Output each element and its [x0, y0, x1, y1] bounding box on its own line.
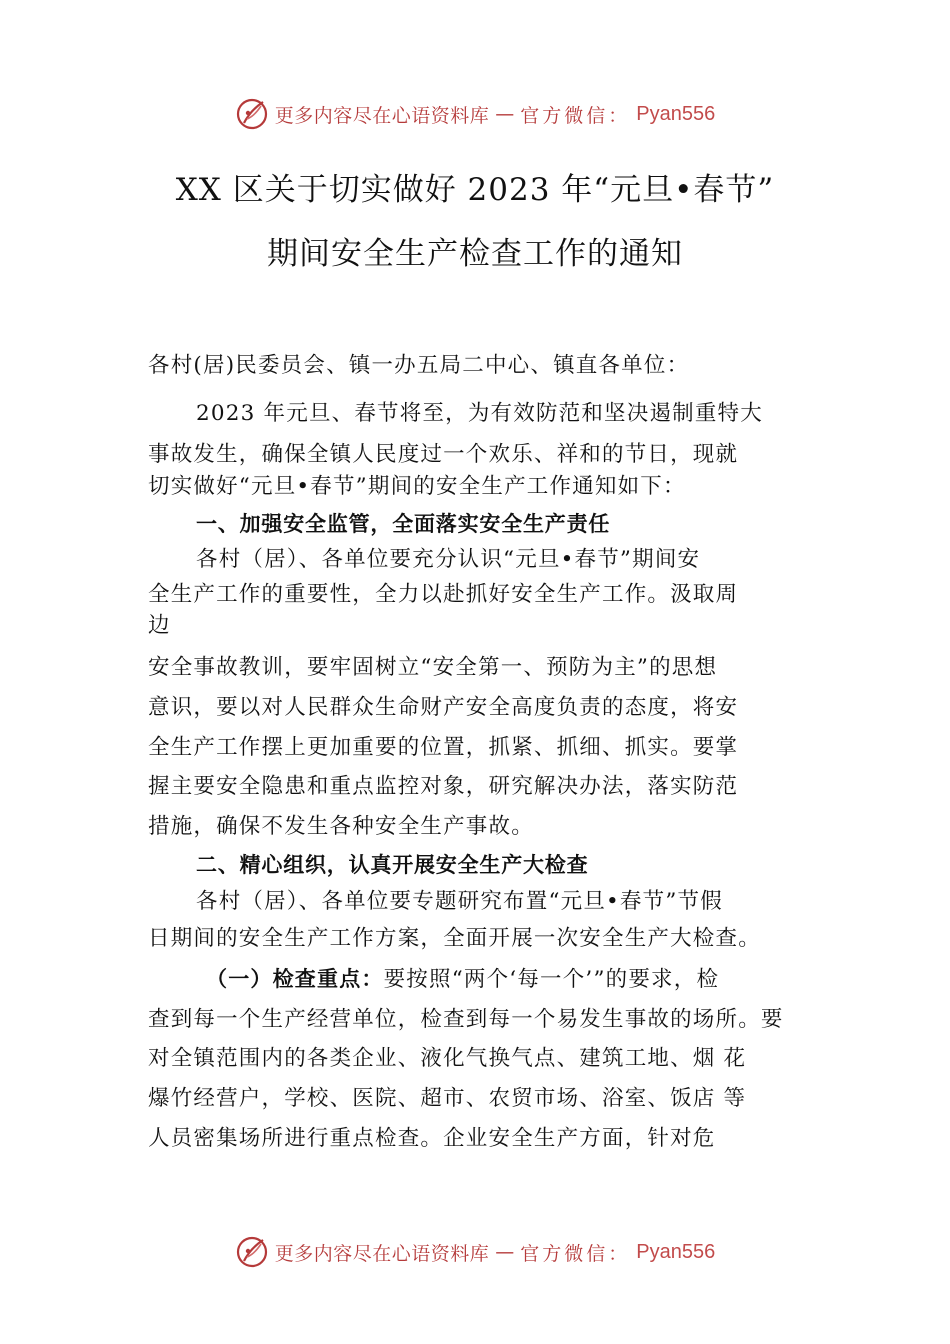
- banner-wechat-id: Pyan556: [636, 1240, 716, 1263]
- quill-logo-icon: [235, 97, 269, 131]
- banner-separator: —: [495, 1241, 515, 1263]
- section-1-heading: 一、加强安全监管，全面落实安全生产责任: [196, 512, 611, 536]
- document-title-line-2: 期间安全生产检查工作的通知: [267, 236, 683, 272]
- section-2-line: 日期间的安全生产工作方案，全面开展一次安全生产大检查。: [148, 926, 761, 951]
- banner-text: 更多内容尽在心语资料库: [274, 104, 490, 127]
- subsection-1-line: 爆竹经营户，学校、医院、超市、农贸市场、浴室、饭店 等: [148, 1086, 747, 1111]
- section-1-line: 措施，确保不发生各种安全生产事故。: [148, 814, 534, 839]
- section-2-line: 各村（居）、各单位要专题研究布置“元旦•春节”节假: [196, 889, 723, 914]
- section-1-line: 各村（居）、各单位要充分认识“元旦•春节”期间安: [196, 547, 701, 572]
- quill-logo-icon: [235, 1235, 269, 1269]
- section-1-line: 安全事故教训，要牢固树立“安全第一、预防为主”的思想: [148, 655, 718, 680]
- banner-text: 更多内容尽在心语资料库: [274, 1242, 490, 1265]
- intro-line: 事故发生，确保全镇人民度过一个欢乐、祥和的节日，现就: [148, 442, 739, 467]
- section-1-line: 握主要安全隐患和重点监控对象，研究解决办法，落实防范: [148, 774, 739, 799]
- subsection-1-line: 对全镇范围内的各类企业、液化气换气点、建筑工地、烟 花: [148, 1046, 747, 1071]
- salutation: 各村(居)民委员会、镇一办五局二中心、镇直各单位：: [148, 353, 690, 378]
- subsection-1-first-text: 要按照“两个‘每一个’”的要求，检: [383, 967, 720, 992]
- intro-line: 切实做好“元旦•春节”期间的安全生产工作通知如下：: [148, 474, 686, 499]
- subsection-1-lead: （一）检查重点：: [206, 967, 384, 991]
- section-2-heading: 二、精心组织，认真开展安全生产大检查: [196, 853, 589, 877]
- subsection-1-line: 人员密集场所进行重点检查。企业安全生产方面，针对危: [148, 1126, 716, 1151]
- section-1-line: 全生产工作的重要性，全力以赴抓好安全生产工作。汲取周: [148, 582, 739, 607]
- footer-banner: [0, 1232, 950, 1272]
- section-1-line: 边: [148, 613, 171, 638]
- section-1-line: 全生产工作摆上更加重要的位置，抓紧、抓细、抓实。要掌: [148, 735, 739, 760]
- section-1-line: 意识，要以对人民群众生命财产安全高度负责的态度，将安: [148, 695, 739, 720]
- subsection-1-first-line: [206, 962, 719, 993]
- banner-wechat-id: Pyan556: [636, 102, 716, 125]
- banner-label: 官方微信：: [520, 104, 631, 127]
- subsection-1-line: 查到每一个生产经营单位，检查到每一个易发生事故的场所。要: [148, 1007, 784, 1032]
- banner-label: 官方微信：: [520, 1242, 631, 1265]
- document-title-line-1: XX 区关于切实做好 2023 年“元旦•春节”: [175, 172, 775, 208]
- banner-separator: —: [495, 103, 515, 125]
- header-banner: [0, 94, 950, 134]
- intro-line: 2023 年元旦、春节将至，为有效防范和坚决遏制重特大: [196, 401, 763, 426]
